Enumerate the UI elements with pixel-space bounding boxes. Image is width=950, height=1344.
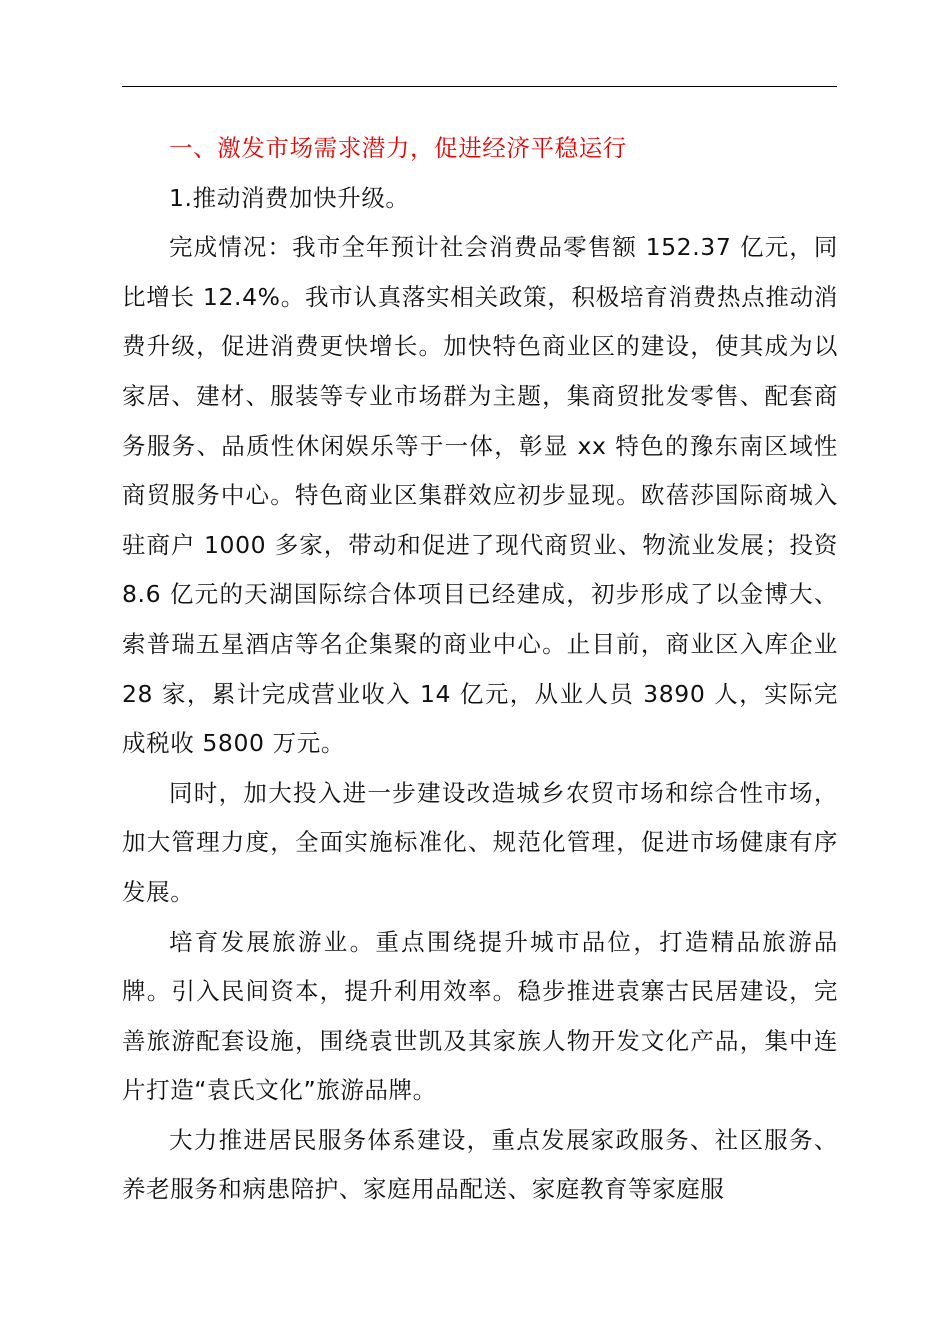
section-heading: 一、激发市场需求潜力，促进经济平稳运行 (169, 134, 627, 162)
paragraph-resident-services: 大力推进居民服务体系建设，重点发展家政服务、社区服务、养老服务和病患陪护、家庭用品配送、家庭教育等家庭服 (122, 1125, 838, 1204)
paragraph-market-construction: 同时，加大投入进一步建设改造城乡农贸市场和综合性市场，加大管理力度，全面实施标准化、规范化管理，促进市场健康有序发展。 (122, 778, 838, 906)
subheading: 1.推动消费加快升级。 (169, 183, 410, 212)
document-body (122, 124, 838, 1215)
paragraph-tourism: 培育发展旅游业。重点围绕提升城市品位，打造精品旅游品牌。引入民间资本，提升利用效率。稳步推进袁寨古民居建设，完善旅游配套设施，围绕袁世凯及其家族人物开发文化产品，集中连片打造“袁氏文化”旅游品牌。 (122, 927, 838, 1105)
paragraph-completion-status: 完成情况：我市全年预计社会消费品零售额 152.37 亿元，同比增长 12.4%。我市认真落实相关政策，积极培育消费热点推动消费升级，促进消费更快增长。加快特色商业区的建设，使其成为以家居、建材、服装等专业市场群为主题，集商贸批发零售、配套商务服务、品质性休闲娱乐等于一体，彰显 xx 特色的豫东南区域性商贸服务中心。特色商业区集群效应初步显现。欧蓓莎国际商城入驻商户 1000 多家，带动和促进了现代商贸业、物流业发展；投资 8.6 亿元的天湖国际综合体项目已经建成，初步形成了以金博大、索普瑞五星酒店等名企集聚的商业中心。止目前，商业区入库企业 28 家，累计完成营业收入 14 亿元，从业人员 3890 人，实际完成税收 5800 万元。 (122, 233, 838, 758)
header-rule (122, 86, 837, 87)
